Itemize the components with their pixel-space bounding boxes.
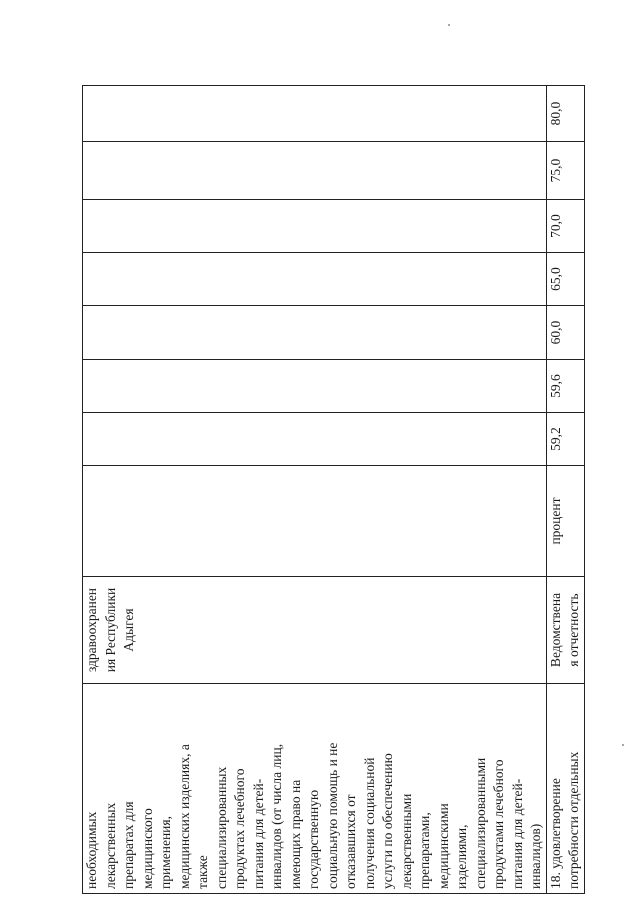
- description-line: питания для детей-: [509, 778, 525, 889]
- value-cell: 70,0: [546, 200, 584, 253]
- indicator-description-cell: [83, 684, 547, 894]
- value-cell: [83, 200, 547, 253]
- description-line: применения,: [158, 816, 173, 889]
- description-line: получения социальной: [361, 757, 377, 889]
- description-line: препаратами,: [417, 812, 432, 889]
- description-line: инвалидов): [528, 823, 543, 889]
- source-line: здравоохранен: [84, 587, 99, 673]
- description-line: продуктами лечебного: [491, 759, 506, 889]
- description-line: отказавшихся от: [343, 794, 358, 889]
- description-line: изделиями,: [454, 824, 469, 889]
- description-line: также: [195, 855, 210, 889]
- description-line: медицинских изделиях, а: [176, 744, 192, 889]
- indicator-description-cell: [546, 684, 584, 894]
- description-line: лекарственных: [102, 802, 118, 889]
- value-cell: [83, 86, 547, 142]
- scan-speck: [448, 24, 450, 26]
- data-source-cell: [546, 577, 584, 684]
- description-line: медицинского: [139, 808, 155, 889]
- value-cell: [83, 142, 547, 200]
- value-cell: 59,2: [546, 413, 584, 466]
- description-line: продуктах лечебного: [232, 768, 247, 889]
- description-line: специализированными: [472, 757, 488, 889]
- description-line: социальную помощь и не: [324, 742, 340, 889]
- description-line: инвалидов (от числа лиц,: [269, 743, 284, 889]
- rotated-table-container: [82, 86, 581, 894]
- value-cell: [83, 413, 547, 466]
- description-line: потребности отдельных: [566, 751, 581, 889]
- description-line: имеющих право на: [287, 779, 303, 889]
- value-cell: [83, 306, 547, 360]
- description-line: государственную: [306, 789, 321, 889]
- description-line: необходимых: [84, 811, 99, 889]
- source-line: я отчетность: [566, 593, 581, 667]
- description-line: лекарственными: [398, 793, 414, 889]
- source-line: Адыгея: [121, 608, 136, 652]
- table-row-continuation: [83, 86, 547, 894]
- description-line: 18. удовлетворение: [547, 778, 563, 889]
- unit-cell: процент: [546, 466, 584, 577]
- value-cell: 80,0: [546, 86, 584, 142]
- source-line: ия Республики: [102, 587, 118, 673]
- description-line: препаратах для: [121, 801, 136, 889]
- source-line: Ведомствена: [547, 592, 563, 668]
- description-line: услуги по обеспечению: [380, 753, 395, 889]
- description-line: специализированных: [213, 766, 229, 889]
- value-cell: 75,0: [546, 142, 584, 200]
- description-line: питания для детей-: [250, 778, 266, 889]
- table-row-18: [546, 86, 584, 894]
- value-cell: 60,0: [546, 306, 584, 360]
- description-line: медицинскими: [435, 803, 451, 889]
- value-cell: 65,0: [546, 253, 584, 306]
- indicators-table: [82, 85, 585, 894]
- data-source-cell: [83, 577, 547, 684]
- value-cell: [83, 360, 547, 413]
- scan-speck: [622, 744, 624, 746]
- document-page: [82, 86, 581, 894]
- value-cell: [83, 253, 547, 306]
- value-cell: 59,6: [546, 360, 584, 413]
- unit-cell: [83, 466, 547, 577]
